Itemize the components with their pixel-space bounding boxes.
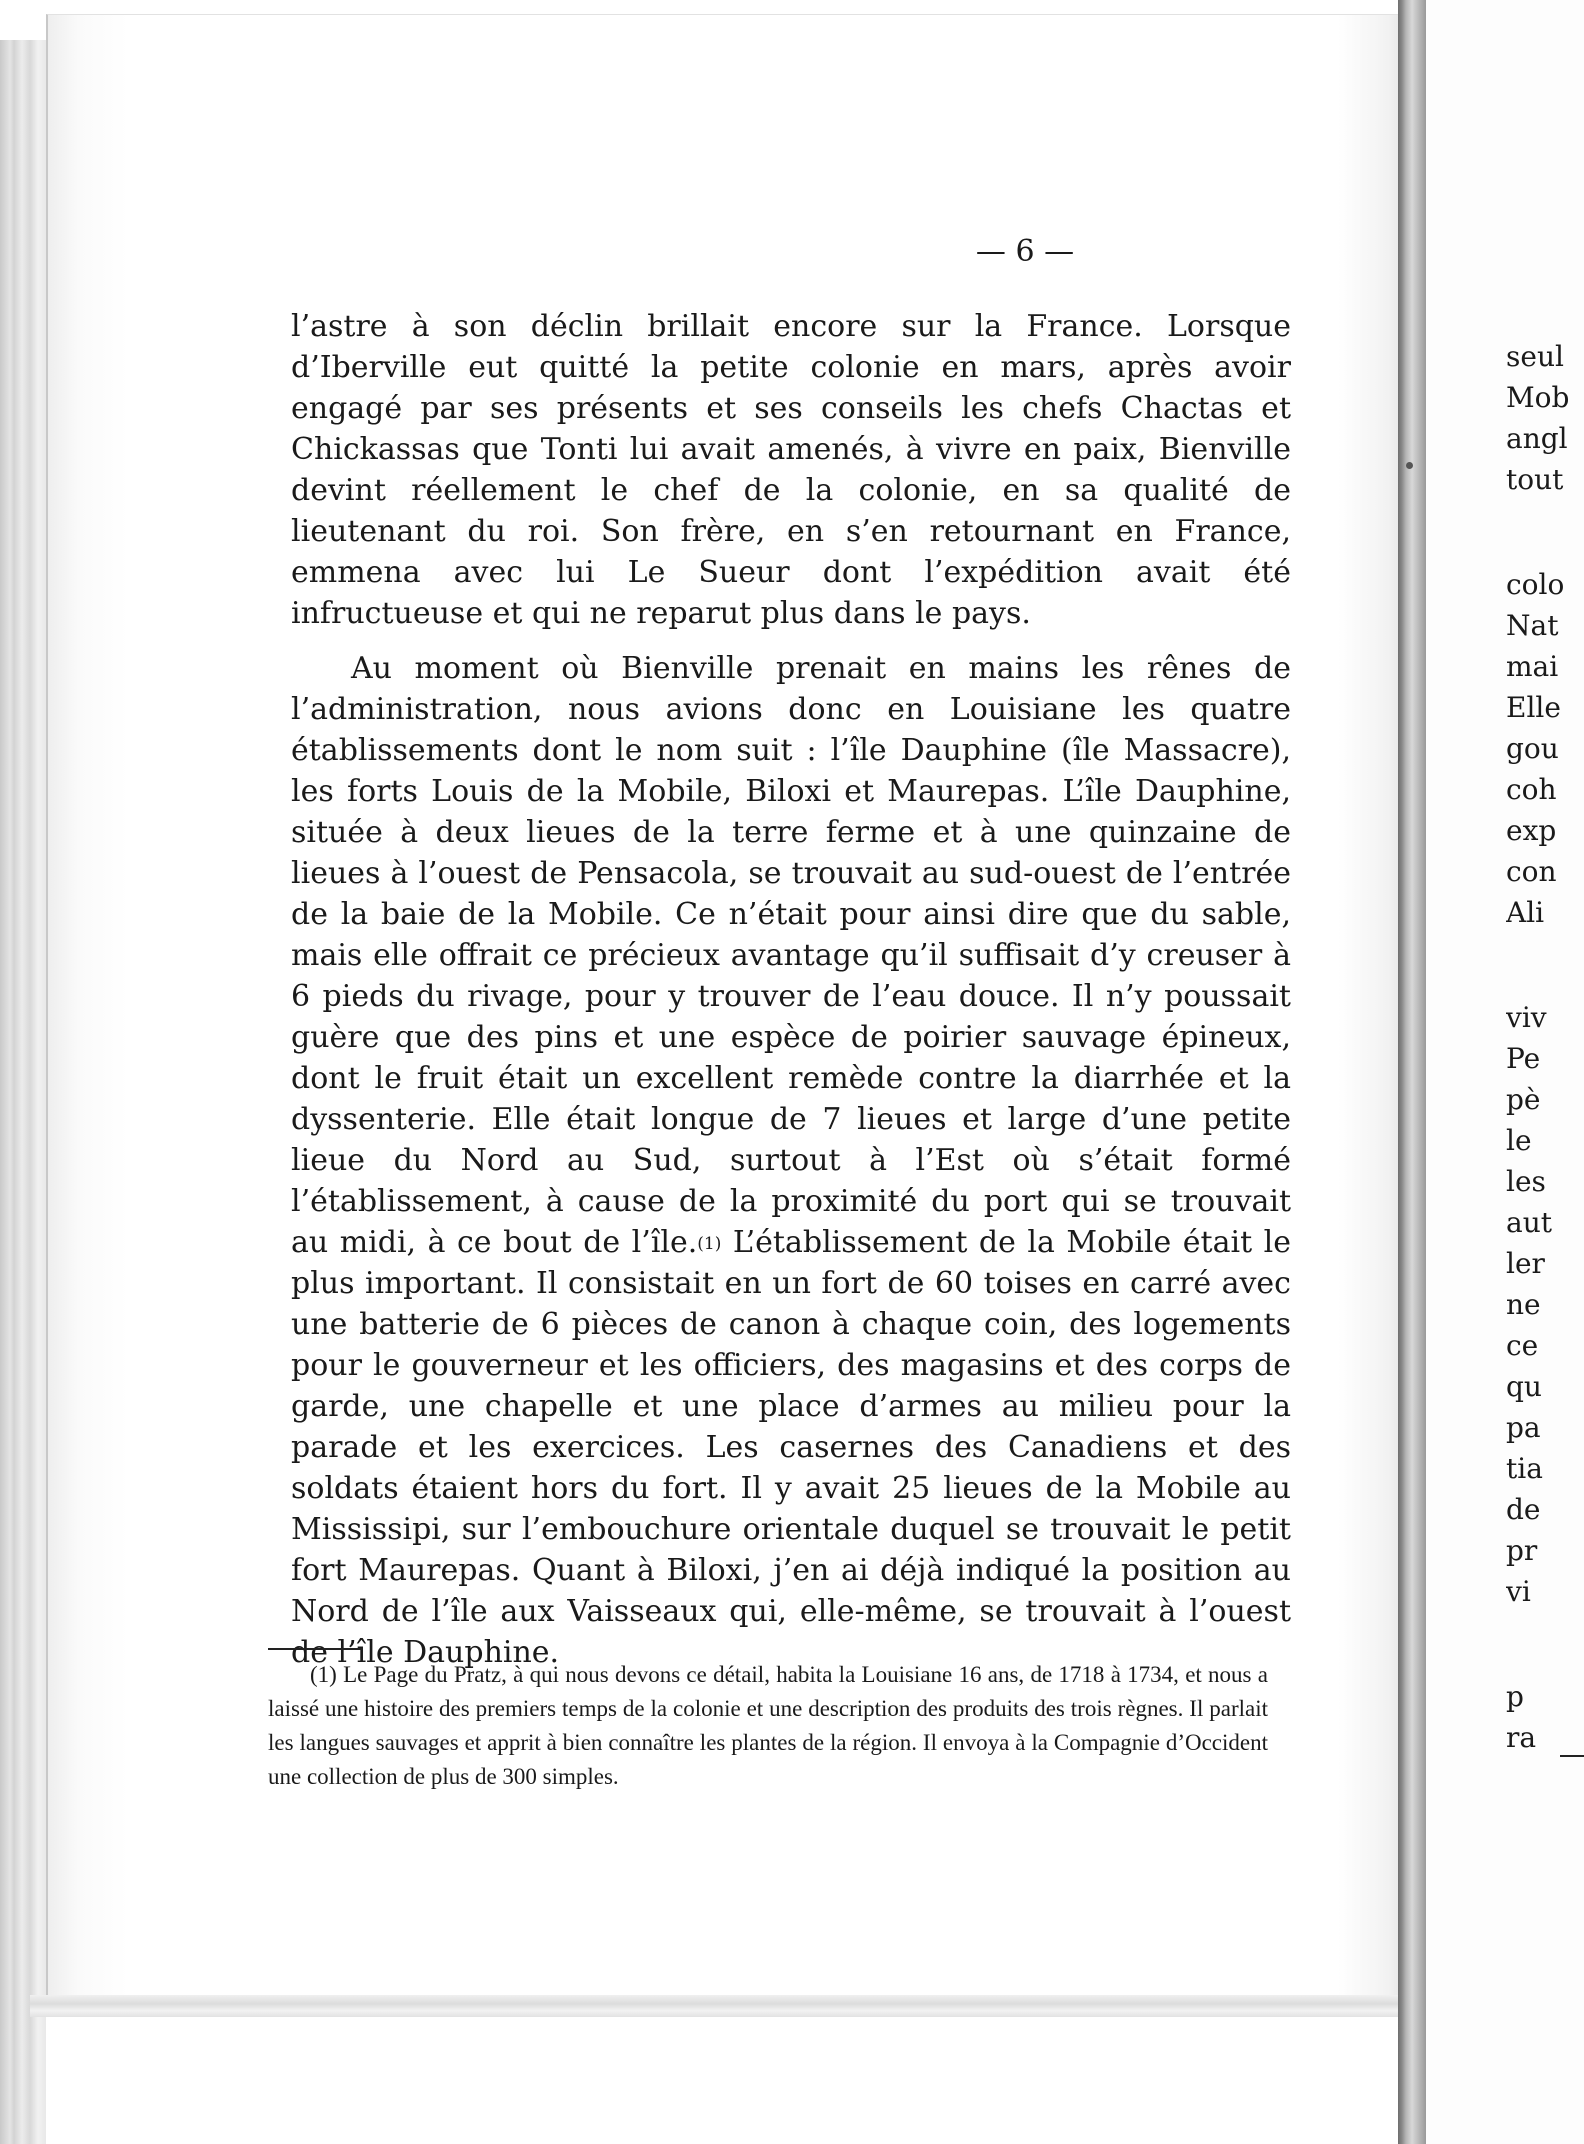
- paragraph-1: l’astre à son déclin brillait encore sur la France. Lorsque d’Iberville eut quitté la petite colonie en mars, après avoir engagé par ses présents et ses conseils les chefs Chactas et Chickassas que Tonti lui avait amenés, à vivre en paix, Bienville devint réellement le chef de la colonie, en sa qualité de lieutenant du roi. Son frère, en s’en retournant en France, emmena avec lui Le Sueur dont l’expédition avait été infructueuse et qui ne reparut plus dans le pays.: [291, 309, 1291, 631]
- right-page-line: Ali: [1506, 896, 1545, 929]
- right-page-line: coh: [1506, 773, 1557, 806]
- right-page-line: viv: [1506, 1001, 1547, 1034]
- right-page-line: gou: [1506, 732, 1559, 765]
- right-page-gap: [1506, 500, 1584, 564]
- right-page-line: de: [1506, 1493, 1541, 1526]
- right-page-line: Nat: [1506, 609, 1559, 642]
- right-page-text: [1506, 336, 1584, 1758]
- right-page-line: angl: [1506, 422, 1568, 455]
- right-page-line: ne: [1506, 1288, 1541, 1321]
- right-page-line: con: [1506, 855, 1557, 888]
- right-page-rule: [1560, 1755, 1584, 1757]
- footnote-reference: (1): [697, 1234, 722, 1254]
- right-page-line: Elle: [1506, 691, 1561, 724]
- right-page-line: p: [1506, 1680, 1524, 1713]
- gutter-mark: [1406, 462, 1413, 469]
- footnote: [268, 1658, 1268, 1794]
- right-page-line: colo: [1506, 568, 1565, 601]
- main-text: [291, 306, 1291, 1673]
- right-page-gap: [1506, 933, 1584, 997]
- right-page-gap: [1506, 1612, 1584, 1676]
- right-page-line: tia: [1506, 1452, 1543, 1485]
- footnote-rule: [268, 1648, 363, 1650]
- right-page-line: aut: [1506, 1206, 1552, 1239]
- paragraph-2: [291, 648, 1291, 1673]
- right-page-line: qu: [1506, 1370, 1542, 1403]
- right-page-line: pr: [1506, 1534, 1538, 1567]
- right-page-line: ce: [1506, 1329, 1539, 1362]
- page-number: [0, 232, 1584, 272]
- footnote-text: (1) Le Page du Pratz, à qui nous devons ce détail, habita la Louisiane 16 ans, de 1718 à 1734, et nous a laissé une histoire des premiers temps de la colonie et une description des produits des trois règnes. Il parlait les langues sauvages et apprit à bien connaître les plantes de la région. Il envoya à la Compagnie d’Occident une collection de plus de 300 simples.: [268, 1662, 1268, 1789]
- right-page-line: vi: [1506, 1575, 1531, 1608]
- right-page-line: tout: [1506, 463, 1564, 496]
- book-gutter: [1398, 0, 1426, 2144]
- right-page-line: seul: [1506, 340, 1564, 373]
- right-page-line: Mob: [1506, 381, 1570, 414]
- page-stack-edge: [0, 40, 46, 2144]
- right-page-line: exp: [1506, 814, 1557, 847]
- right-page-line: Pe: [1506, 1042, 1541, 1075]
- right-page-line: les: [1506, 1165, 1546, 1198]
- right-page-line: pè: [1506, 1083, 1541, 1116]
- right-page-line: mai: [1506, 650, 1559, 683]
- paragraph-2-part-a: Au moment où Bienville prenait en mains les rênes de l’administration, nous avions donc en Louisiane les quatre établissements dont le nom suit : l’île Dauphine (île Massacre), les forts Louis de la Mobile, Biloxi et Maurepas. L’île Dauphine, située à deux lieues de la terre ferme et à une quinzaine de lieues à l’ouest de Pensacola, se trouvait au sud-ouest de l’entrée de la baie de la Mobile. Ce n’était pour ainsi dire que du sable, mais elle offrait ce précieux avantage qu’il suffisait d’y creuser à 6 pieds du rivage, pour y trouver de l’eau douce. Il n’y poussait guère que des pins et une espèce de poirier sauvage épineux, dont le fruit était un excellent remède contre la diarrhée et la dyssenterie. Elle était longue de 7 lieues et large d’une petite lieue du Nord au Sud, surtout à l’Est où s’était formé l’établissement, à cause de la proximité du port qui se trouvait au midi, à ce bout de l’île.: [291, 651, 1291, 1260]
- page-number-label: — 6 —: [975, 234, 1075, 269]
- paragraph-2-part-b: L’établissement de la Mobile était le plus important. Il consistait en un fort de 60 toises en carré avec une batterie de 6 pièces de canon à chaque coin, des logements pour le gouverneur et les officiers, des magasins et des corps de garde, une chapelle et une place d’armes au milieu pour la parade et les exercices. Les casernes des Canadiens et des soldats étaient hors du fort. Il y avait 25 lieues de la Mobile au Mississipi, sur l’embouchure orientale duquel se trouvait le petit fort Maurepas. Quant à Biloxi, j’en ai déjà indiqué la position au Nord de l’île aux Vaisseaux qui, elle-même, se trouvait à l’ouest de l’île Dauphine.: [291, 1225, 1291, 1670]
- right-page-line: ler: [1506, 1247, 1545, 1280]
- right-page-line: ra: [1506, 1721, 1537, 1754]
- right-page-line: pa: [1506, 1411, 1541, 1444]
- page-stack-bottom: [30, 1995, 1400, 2017]
- right-page-line: le: [1506, 1124, 1532, 1157]
